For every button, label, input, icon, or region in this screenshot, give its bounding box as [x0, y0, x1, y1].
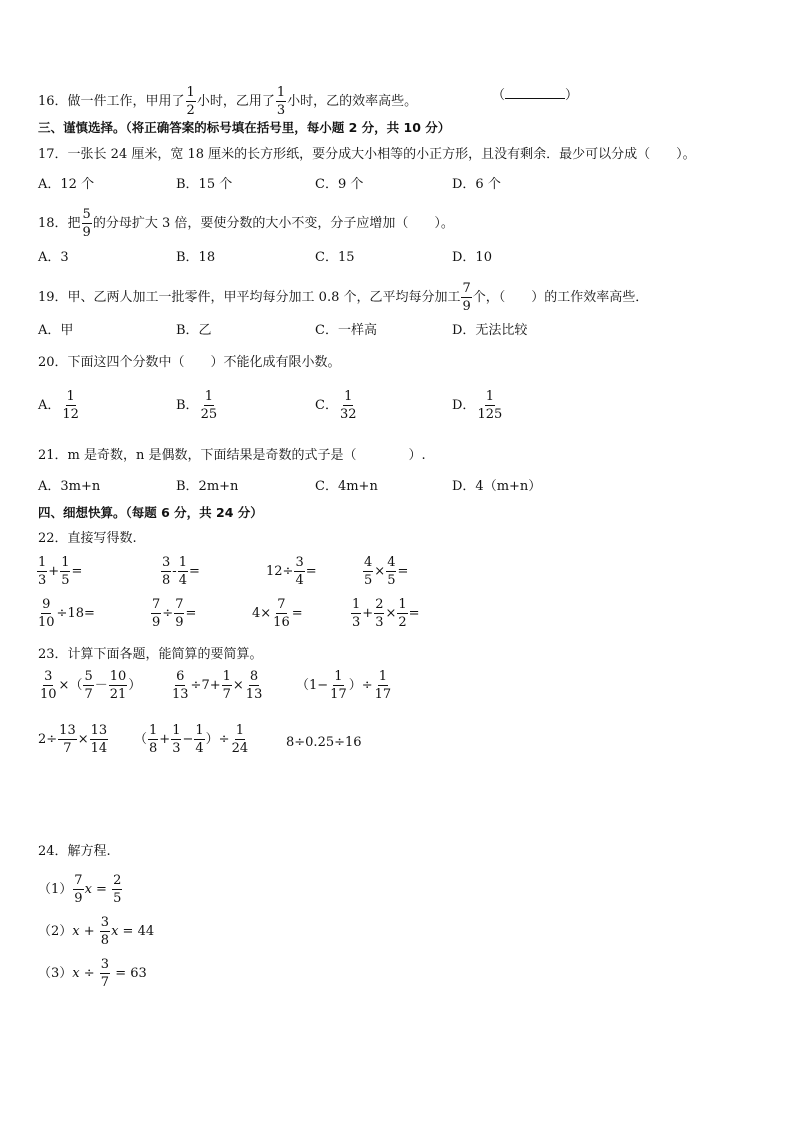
fraction: $\frac{1}{24}$	[231, 723, 249, 756]
question-24-title: 24．解方程.	[38, 844, 111, 859]
fraction: $\frac{3}{8}$	[100, 915, 110, 948]
q19-option-d[interactable]: D．无法比较	[452, 323, 528, 338]
fraction: $\frac{4}{5}$	[387, 555, 396, 588]
q20-option-c[interactable]: C． $\frac{1}{32}$	[315, 389, 357, 422]
fraction: $\frac{5}{9}$	[82, 207, 91, 240]
q23-expression-3: （1− $\frac{1}{17}$ ）÷ $\frac{1}{17}$	[296, 669, 392, 702]
fraction: $\frac{1}{2}$	[186, 85, 195, 118]
fraction: $\frac{1}{8}$	[149, 723, 158, 756]
fraction: $\frac{3}{8}$	[162, 555, 171, 588]
fraction: $\frac{7}{16}$	[273, 597, 290, 630]
q22-item: $\frac{1}{3}$ + $\frac{1}{5}$ =	[38, 555, 83, 588]
q17-option-b[interactable]: B．15 个	[176, 177, 233, 192]
fraction: $\frac{3}{4}$	[295, 555, 304, 588]
fraction: $\frac{4}{5}$	[364, 555, 373, 588]
question-23-title: 23．计算下面各题，能简算的要简算。	[38, 647, 263, 662]
section-4-title: 四、细想快算。（每题 6 分，共 24 分）	[38, 505, 263, 520]
q21-option-d[interactable]: D．4（m+n）	[452, 479, 542, 494]
q22-item: $\frac{9}{10}$ ÷18=	[38, 597, 95, 630]
fraction: $\frac{1}{3}$	[276, 85, 286, 118]
fraction: $\frac{1}{125}$	[477, 389, 503, 422]
fraction: $\frac{1}{3}$	[352, 597, 361, 630]
fraction: $\frac{1}{5}$	[61, 555, 70, 588]
question-21: 21．m 是奇数，n 是偶数，下面结果是奇数的式子是（ ）.	[38, 448, 426, 463]
fraction: $\frac{1}{3}$	[172, 723, 181, 756]
q22-item: 12÷ $\frac{3}{4}$ =	[266, 555, 317, 588]
q18-option-b[interactable]: B．18	[176, 250, 216, 265]
fraction: $\frac{1}{12}$	[62, 389, 79, 422]
fraction: $\frac{5}{7}$	[84, 669, 93, 702]
question-22-title: 22．直接写得数.	[38, 531, 137, 546]
fraction: $\frac{13}{14}$	[90, 723, 108, 756]
q20-option-a[interactable]: A． $\frac{1}{12}$	[38, 389, 79, 422]
fraction: $\frac{7}{9}$	[175, 597, 184, 630]
q23-expression-1: $\frac{3}{10}$ ×（ $\frac{5}{7}$ － $\frac{10}{21}$ ）	[40, 669, 142, 702]
fraction: $\frac{9}{10}$	[38, 597, 55, 630]
question-20: 20．下面这四个分数中（ ）不能化成有限小数。	[38, 355, 341, 370]
question-19: 19．甲、乙两人加工一批零件，甲平均每分加工 0.8 个，乙平均每分加工 $\frac{7}{9}$ 个，（ ）的工作效率高些．	[38, 281, 649, 314]
answer-blank[interactable]	[505, 86, 565, 99]
fraction: $\frac{3}{7}$	[100, 957, 110, 990]
q16-prefix: 16．做一件工作，甲用了	[38, 94, 185, 109]
q22-item: 4× $\frac{7}{16}$ =	[252, 597, 303, 630]
question-18: 18．把 $\frac{5}{9}$ 的分母扩大 3 倍，要使分数的大小不变，分子应增加（ ）。	[38, 207, 454, 240]
q22-item: $\frac{7}{9}$ ÷ $\frac{7}{9}$ =	[152, 597, 197, 630]
fraction: $\frac{6}{13}$	[172, 669, 189, 702]
fraction: $\frac{1}{4}$	[178, 555, 187, 588]
q24-equation-3: （3）x ÷ $\frac{3}{7}$ = 63	[38, 957, 147, 990]
fraction: $\frac{1}{7}$	[222, 669, 231, 702]
q17-option-d[interactable]: D．6 个	[452, 177, 501, 192]
q18-option-c[interactable]: C．15	[315, 250, 355, 265]
q20-option-b[interactable]: B． $\frac{1}{25}$	[176, 389, 218, 422]
fraction: $\frac{13}{7}$	[59, 723, 76, 756]
fraction: $\frac{8}{13}$	[245, 669, 263, 702]
fraction: $\frac{1}{17}$	[374, 669, 392, 702]
q22-item: $\frac{3}{8}$ - $\frac{1}{4}$ =	[162, 555, 200, 588]
q19-option-b[interactable]: B．乙	[176, 323, 212, 338]
fraction: $\frac{1}{4}$	[195, 723, 204, 756]
fraction: $\frac{10}{21}$	[109, 669, 127, 702]
q22-item: $\frac{4}{5}$ × $\frac{4}{5}$ =	[364, 555, 409, 588]
q22-item: $\frac{1}{3}$ + $\frac{2}{3}$ × $\frac{1}{2}$ =	[352, 597, 420, 630]
fraction: $\frac{1}{3}$	[38, 555, 47, 588]
q21-option-c[interactable]: C．4m+n	[315, 479, 378, 494]
q24-equation-1: （1） $\frac{7}{9}$ x = $\frac{2}{5}$	[38, 873, 122, 906]
q20-option-d[interactable]: D． $\frac{1}{125}$	[452, 389, 503, 422]
fraction: $\frac{2}{3}$	[375, 597, 384, 630]
fraction: $\frac{7}{9}$	[152, 597, 161, 630]
q23-expression-2: $\frac{6}{13}$ ÷7+ $\frac{1}{7}$ × $\frac{8}{13}$	[172, 669, 263, 702]
section-3-title: 三、谨慎选择。（将正确答案的标号填在括号里，每小题 2 分，共 10 分）	[38, 120, 451, 135]
fraction: $\frac{7}{9}$	[462, 281, 471, 314]
q24-equation-2: （2）x + $\frac{3}{8}$ x = 44	[38, 915, 155, 948]
q19-option-c[interactable]: C．一样高	[315, 323, 377, 338]
q17-option-a[interactable]: A．12 个	[38, 177, 95, 192]
fraction: $\frac{1}{32}$	[339, 389, 357, 422]
fraction: $\frac{1}{17}$	[330, 669, 347, 702]
q21-option-a[interactable]: A．3m+n	[38, 479, 101, 494]
fraction: $\frac{7}{9}$	[74, 873, 83, 906]
q19-option-a[interactable]: A．甲	[38, 323, 74, 338]
q23-expression-6: 8÷0.25÷16	[286, 735, 362, 750]
question-17: 17．一张长 24 厘米，宽 18 厘米的长方形纸，要分成大小相等的小正方形，且没有剩余．最少可以分成（ ）。	[38, 147, 696, 162]
fraction: $\frac{3}{10}$	[40, 669, 57, 702]
fraction: $\frac{1}{25}$	[200, 389, 218, 422]
q23-expression-4: 2÷ $\frac{13}{7}$ × $\frac{13}{14}$	[38, 723, 108, 756]
q17-option-c[interactable]: C．9 个	[315, 177, 364, 192]
fraction: $\frac{1}{2}$	[398, 597, 407, 630]
q18-option-d[interactable]: D．10	[452, 250, 492, 265]
q21-option-b[interactable]: B．2m+n	[176, 479, 239, 494]
q23-expression-5: （ $\frac{1}{8}$ + $\frac{1}{3}$ − $\frac{1}{4}$ ）÷ $\frac{1}{24}$	[134, 723, 249, 756]
q18-option-a[interactable]: A．3	[38, 250, 69, 265]
fraction: $\frac{2}{5}$	[113, 873, 122, 906]
question-16: 16．做一件工作，甲用了 $\frac{1}{2}$ 小时，乙用了 $\frac{1}{3}$ 小时，乙的效率高些。	[38, 85, 418, 118]
q16-answer-bracket[interactable]: （ ）	[492, 88, 579, 103]
